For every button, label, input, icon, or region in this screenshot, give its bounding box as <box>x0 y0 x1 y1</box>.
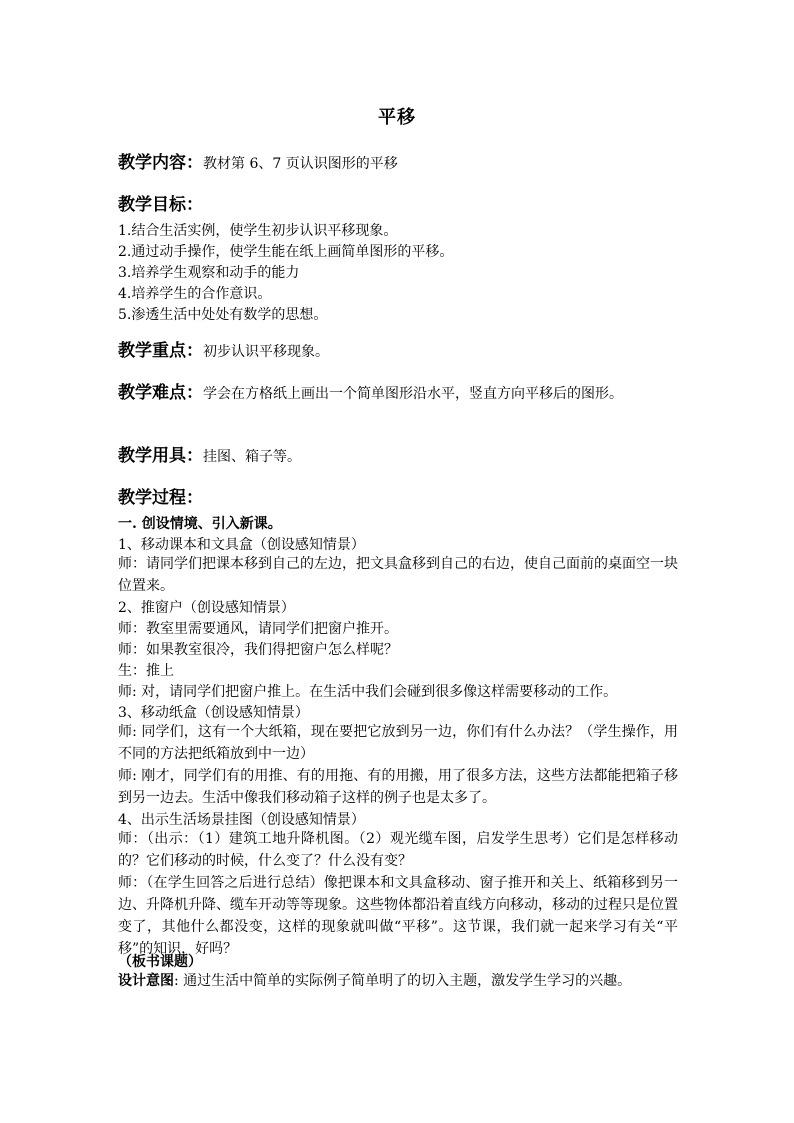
part1-title: 一. 创设情境、引入新课。 <box>118 516 282 532</box>
process-paragraph: 师：（出示：（1）建筑工地升降机图。（2）观光缆车图，启发学生思考）它们是怎样移动的？它们移动的时候，什么变了？什么没有变？ <box>118 831 678 869</box>
page-title: 平移 <box>378 107 416 128</box>
content-label: 教学内容： <box>118 153 203 173</box>
goal-item: 4.培养学生的合作意识。 <box>118 286 272 302</box>
board-note: （板书课题） <box>118 954 202 970</box>
process-line: 1、移动课本和文具盒（创设感知情景） <box>118 537 365 553</box>
design-intent <box>118 970 678 992</box>
goals-label: 教学目标： <box>118 195 203 215</box>
tools-text: 挂图、箱子等。 <box>203 449 301 465</box>
key-point-text: 初步认识平移现象。 <box>203 344 329 360</box>
design-label: 设计意图 <box>118 973 174 989</box>
process-line: 2、推窗户（创设感知情景） <box>118 600 295 616</box>
difficulty-text: 学会在方格纸上画出一个简单图形沿水平，竖直方向平移后的图形。 <box>203 386 623 402</box>
content-text: 教材第 6、7 页认识图形的平移 <box>203 156 398 172</box>
difficulty-label: 教学难点： <box>118 383 203 403</box>
process-line: 师：如果教室很冷，我们得把窗户怎么样呢？ <box>118 642 398 658</box>
process-label: 教学过程： <box>118 488 203 508</box>
goal-item: 1.结合生活实例，使学生初步认识平移现象。 <box>118 223 398 239</box>
content-row <box>118 148 678 173</box>
process-heading <box>118 483 678 508</box>
tools-label: 教学用具： <box>118 446 203 466</box>
difficulty-row <box>118 378 678 409</box>
tools-row <box>118 441 678 466</box>
goal-item: 2.通过动手操作，使学生能在纸上画简单图形的平移。 <box>118 244 454 260</box>
process-line: 生：推上 <box>118 663 174 679</box>
process-paragraph: 师: 刚才，同学们有的用推、有的用拖、有的用搬，用了很多方法，这些方法都能把箱子移到另一边去。生活中像我们移动箱子这样的例子也是太多了。 <box>118 768 678 806</box>
process-line: 师：教室里需要通风，请同学们把窗户推开。 <box>118 621 398 637</box>
process-line: 4、出示生活场景挂图（创设感知情景） <box>118 812 365 828</box>
key-point-row <box>118 336 678 361</box>
process-line: 3、移动纸盒（创设感知情景） <box>118 705 309 721</box>
key-point-label: 教学重点： <box>118 341 203 361</box>
process-line: 师: 对，请同学们把窗户推上。在生活中我们会碰到很多像这样需要移动的工作。 <box>118 684 618 700</box>
goals-heading <box>118 190 678 215</box>
process-paragraph: 师：请同学们把课本移到自己的左边，把文具盒移到自己的右边，使自己面前的桌面空一块位置来。 <box>118 556 678 594</box>
process-paragraph: 师: 同学们，这有一个大纸箱，现在要把它放到另一边，你们有什么办法？（学生操作，用不同的方法把纸箱放到中一边） <box>118 724 678 762</box>
design-text: : 通过生活中简单的实际例子简单明了的切入主题，激发学生学习的兴趣。 <box>174 973 632 989</box>
goal-item: 5.渗透生活中处处有数学的思想。 <box>118 307 328 323</box>
process-paragraph: 师：（在学生回答之后进行总结）像把课本和文具盒移动、窗子推开和关上、纸箱移到另一边、升降机升降、缆车开动等等现象。这些物体都沿着直线方向移动，移动的过程只是位置变了，其他什么都没变，这样的现象就叫做“平移”。这节课，我们就一起来学习有关“平移”的知识，好吗？ <box>118 875 678 957</box>
goal-item: 3.培养学生观察和动手的能力 <box>118 265 300 281</box>
